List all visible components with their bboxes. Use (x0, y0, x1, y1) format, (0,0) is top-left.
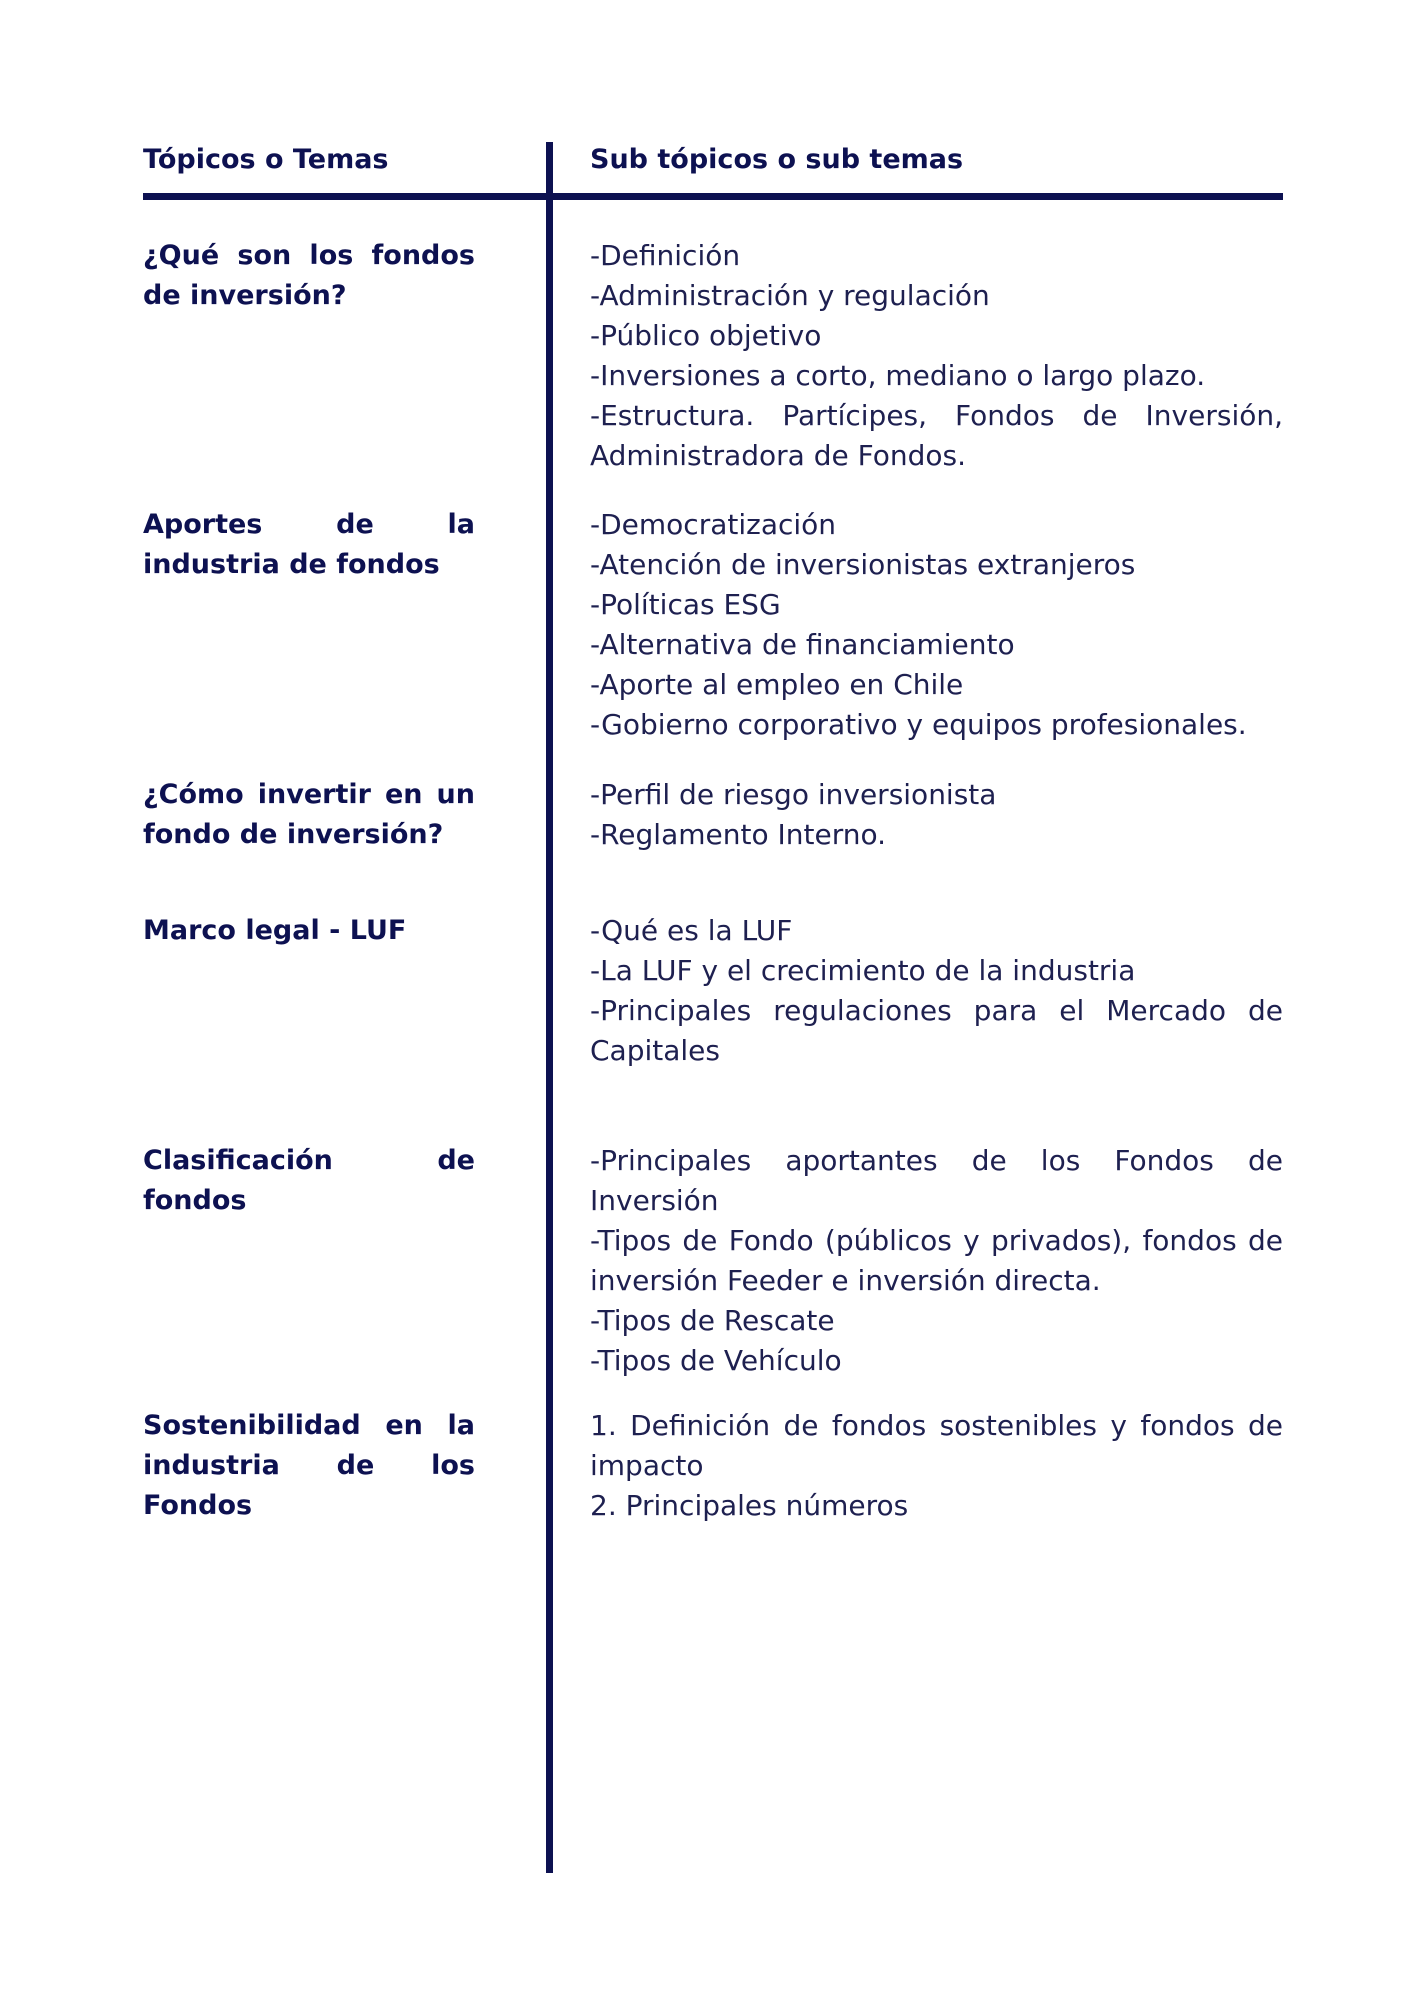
subtopic-item: -La LUF y el crecimiento de la industria (590, 954, 1136, 987)
subtopic-item: -Público objetivo (590, 319, 822, 352)
subtopic-item: -Inversiones a corto, mediano o largo plazo. (590, 359, 1206, 392)
subtopic-item: -Perfil de riesgo inversionista (590, 778, 997, 811)
topic-marco-legal: Marco legal - LUF (143, 915, 407, 946)
subtopic-item: -Tipos de Vehículo (590, 1344, 842, 1377)
subtopics-sostenibilidad (590, 1406, 1283, 1526)
subtopics-como-invertir (590, 775, 1283, 855)
subtopic-item: 1. Definición de fondos sostenibles y fondos de impacto (590, 1409, 1283, 1482)
subtopic-item: -Alternativa de financiamiento (590, 628, 1015, 661)
subtopic-item: -Administración y regulación (590, 279, 990, 312)
topic-sostenibilidad: Sostenibilidad en la industria de los Fondos (143, 1410, 475, 1521)
subtopic-item: -Principales regulaciones para el Mercado de Capitales (590, 994, 1283, 1067)
subtopic-item: -Políticas ESG (590, 588, 781, 621)
subtopic-item: -Estructura. Partícipes, Fondos de Inversión, Administradora de Fondos. (590, 399, 1283, 472)
topic-como-invertir: ¿Cómo invertir en un fondo de inversión? (143, 779, 475, 850)
header-divider (143, 193, 1283, 200)
subtopics-marco-legal (590, 911, 1283, 1071)
subtopic-item: -Principales aportantes de los Fondos de Inversión (590, 1144, 1283, 1217)
subtopics-aportes-industria (590, 505, 1283, 745)
subtopic-item: -Gobierno corporativo y equipos profesionales. (590, 708, 1247, 741)
subtopics-que-son-fondos (590, 236, 1283, 476)
subtopic-item: -Definición (590, 239, 741, 272)
subtopics-column-header: Sub tópicos o sub temas (590, 144, 964, 175)
subtopic-item: -Atención de inversionistas extranjeros (590, 548, 1136, 581)
subtopic-item: -Tipos de Rescate (590, 1304, 835, 1337)
topic-que-son-fondos: ¿Qué son los fondos de inversión? (143, 240, 475, 311)
subtopic-item: -Democratización (590, 508, 837, 541)
subtopics-clasificacion-fondos (590, 1141, 1283, 1381)
subtopic-item: -Qué es la LUF (590, 914, 793, 947)
topics-column-header: Tópicos o Temas (143, 144, 389, 175)
subtopic-item: -Tipos de Fondo (públicos y privados), fondos de inversión Feeder e inversión directa. (590, 1224, 1283, 1297)
subtopic-item: 2. Principales números (590, 1489, 909, 1522)
topic-aportes-industria: Aportes de la industria de fondos (143, 509, 475, 580)
topic-clasificacion-fondos: Clasificación de fondos (143, 1145, 475, 1216)
subtopic-item: -Aporte al empleo en Chile (590, 668, 964, 701)
column-divider (546, 142, 553, 1873)
subtopic-item: -Reglamento Interno. (590, 818, 887, 851)
